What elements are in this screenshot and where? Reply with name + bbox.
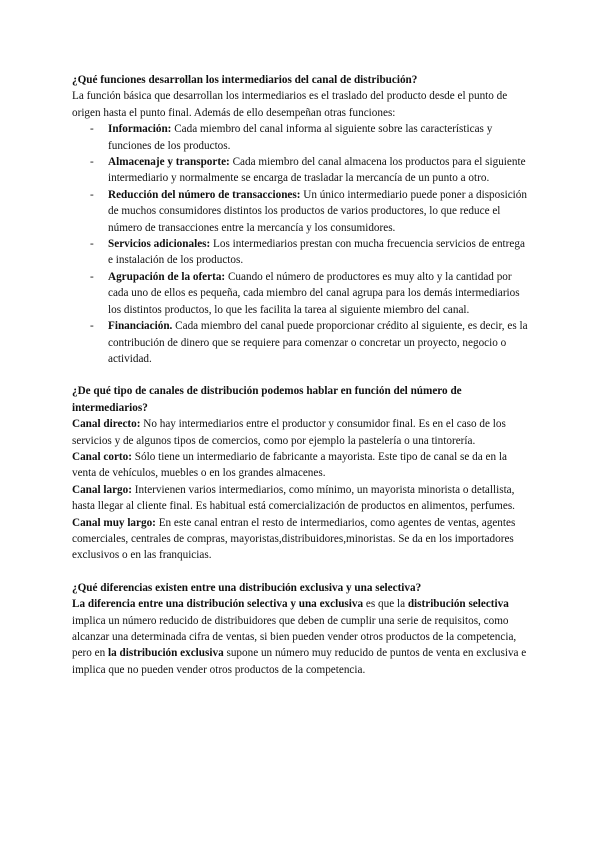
section-heading-channel-types: ¿De qué tipo de canales de distribución podemos hablar en función del número de intermediarios?: [72, 385, 462, 414]
section-heading-functions: ¿Qué funciones desarrollan los intermediarios del canal de distribución?: [72, 74, 418, 86]
list-item: [72, 236, 528, 269]
bold-phrase: La diferencia entre una distribución selectiva y una exclusiva: [72, 598, 364, 611]
list-item: [72, 187, 528, 236]
channel-term: Canal corto:: [72, 450, 132, 463]
functions-intro: La función básica que desarrollan los intermediarios es el traslado del producto desde el punto de origen hasta el punto final. Además de ello desempeñan otras funciones:: [72, 90, 508, 119]
channel-paragraph: [72, 482, 528, 515]
item-text: Cada miembro del canal puede proporcionar crédito al siguiente, es decir, es la contribución de dinero que se requiere para comenzar o concretar un proyecto, negocio o actividad.: [108, 320, 528, 365]
list-item: [72, 318, 528, 367]
differences-paragraph: [72, 596, 528, 678]
channel-paragraph: [72, 449, 528, 482]
item-term: Almacenaje y transporte:: [108, 156, 230, 169]
functions-list: [72, 121, 528, 367]
channel-text: No hay intermediarios entre el productor y consumidor final. Es en el caso de los servicios y de algunos tipos de comercios, como por ejemplo la pastelería o una tintorería.: [72, 418, 506, 447]
list-item: [72, 154, 528, 187]
item-text: Los intermediarios prestan con mucha frecuencia servicios de entrega e instalación de los productos.: [108, 238, 525, 267]
item-term: Agrupación de la oferta:: [108, 270, 226, 283]
item-text: Cuando el número de productores es muy alto y la cantidad por cada uno de ellos es pequeña, cada miembro del canal agrupa para los demás intermediarios los distintos productos, lo que les facilita la tarea al siguiente miembro del canal.: [108, 270, 520, 316]
item-term: Reducción del número de transacciones:: [108, 188, 301, 201]
bold-phrase: la distribución exclusiva: [108, 647, 224, 660]
text-run: es que la: [363, 598, 408, 611]
item-term: Servicios adicionales:: [108, 238, 211, 251]
channel-text: En este canal entran el resto de intermediarios, como agentes de ventas, agentes comerciales, centrales de compras, mayoristas,distribuidores,minoristas. Se da en los importadores exclusivos o en las franquicias.: [72, 516, 516, 562]
document-page: [72, 72, 528, 678]
channel-paragraph: [72, 515, 528, 564]
channel-term: Canal muy largo:: [72, 516, 156, 529]
item-text: Un único intermediario puede poner a disposición de muchos consumidores distintos los productos de varios productores, lo que reduce el número de transacciones entre la mercancía y los consumidores.: [108, 188, 527, 234]
text-run: supone un número muy reducido de puntos de venta en exclusiva e implica que no pueden vender otros productos de la competencia.: [72, 647, 527, 676]
bold-phrase: distribución selectiva: [407, 598, 509, 611]
list-item: [72, 121, 528, 154]
channel-text: Intervienen varios intermediarios, como mínimo, un mayorista minorista o detallista, hasta llegar al cliente final. Es habitual está comercialización de productos en alimentos, perfumes.: [72, 483, 515, 513]
channel-paragraph: [72, 416, 528, 449]
channel-term: Canal largo:: [72, 483, 132, 496]
item-term: Financiación.: [108, 320, 173, 333]
item-text: Cada miembro del canal informa al siguiente sobre las características y funciones de los productos.: [108, 123, 493, 152]
channel-term: Canal directo:: [72, 418, 141, 431]
channel-text: Sólo tiene un intermediario de fabricante a mayorista. Este tipo de canal se da en la venta de vehículos, muebles o en los grandes almacenes.: [72, 450, 507, 480]
item-text: Cada miembro del canal almacena los productos para el siguiente intermediario y normalmente se encarga de trasladar la mercancía de un punto a otro.: [108, 156, 526, 185]
list-item: [72, 269, 528, 318]
section-heading-differences: ¿Qué diferencias existen entre una distribución exclusiva y una selectiva?: [72, 581, 422, 594]
item-term: Información:: [108, 123, 172, 136]
text-run: implica un número reducido de distribuidores que deben de cumplir una serie de requisitos, como alcanzar una determinada cifra de ventas, si bien pueden vender otros productos de la competencia, pero en: [72, 614, 517, 660]
